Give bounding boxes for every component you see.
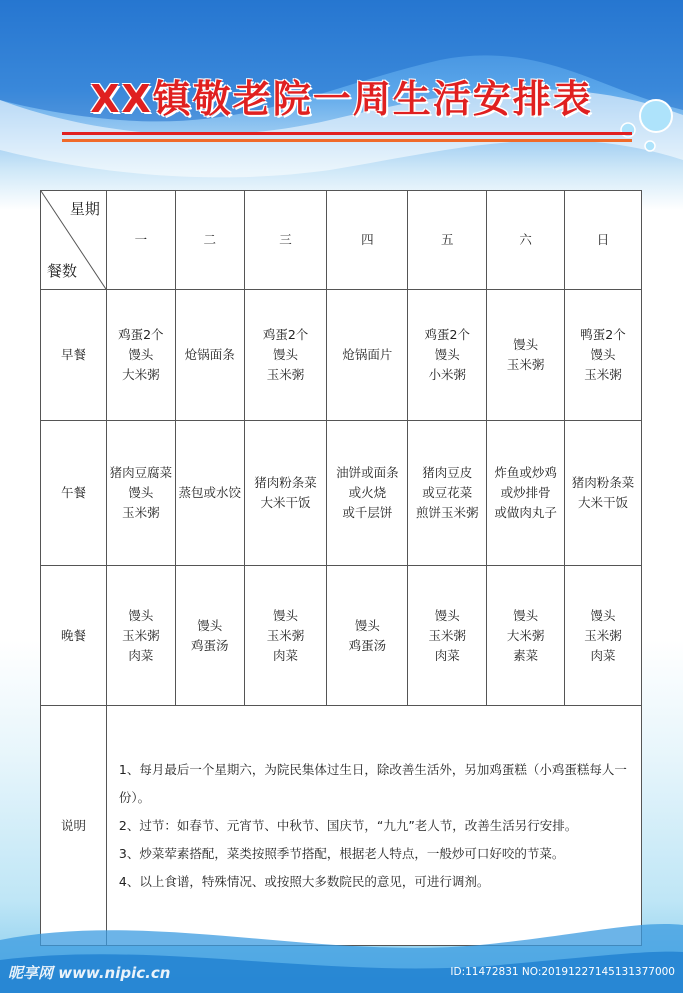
page-title: XX镇敬老院一周生活安排表 — [90, 77, 593, 121]
menu-cell — [408, 290, 487, 421]
menu-item: 馒头 — [354, 617, 380, 633]
weekly-schedule-table — [40, 190, 642, 946]
menu-cell — [327, 421, 408, 566]
menu-cell — [327, 290, 408, 421]
menu-item: 或豆花菜 — [422, 485, 473, 500]
menu-cell — [106, 566, 175, 706]
menu-item: 馒头 — [128, 607, 154, 623]
day-header: 二 — [175, 191, 244, 290]
menu-cell — [175, 566, 244, 706]
menu-cell — [244, 421, 327, 566]
menu-item: 玉米粥 — [584, 627, 622, 643]
lunch-row — [41, 421, 642, 566]
menu-cell — [106, 290, 175, 421]
note-item: 1、每月最后一个星期六，为院民集体过生日，除改善生活外，另加鸡蛋糕（小鸡蛋糕每人一份）。 — [118, 761, 627, 805]
menu-item: 鸡蛋2个 — [262, 327, 309, 342]
menu-item: 大米干饭 — [578, 495, 629, 510]
menu-item: 馒头 — [273, 607, 299, 623]
menu-item: 馒头 — [128, 347, 154, 362]
menu-cell — [244, 566, 327, 706]
menu-item: 猪肉豆皮 — [422, 465, 473, 480]
menu-item: 肉菜 — [128, 647, 154, 663]
title-underline-red — [62, 132, 632, 135]
menu-cell — [408, 566, 487, 706]
menu-cell — [487, 421, 565, 566]
header-row — [41, 191, 642, 290]
menu-item: 馒头 — [434, 607, 460, 623]
menu-item: 或做肉丸子 — [494, 505, 557, 520]
title-underline-orange — [62, 139, 632, 142]
menu-item: 玉米粥 — [266, 627, 305, 643]
meal-label: 早餐 — [41, 290, 107, 421]
menu-cell — [565, 421, 642, 566]
day-header: 一 — [106, 191, 175, 290]
menu-item: 猪肉粉条菜 — [254, 475, 317, 490]
menu-item: 馒头 — [128, 485, 154, 500]
watermark-id: ID:11472831 NO:20191227145131377000 — [450, 966, 675, 978]
menu-item: 素菜 — [513, 647, 539, 663]
menu-item: 鸡蛋汤 — [190, 637, 229, 653]
menu-item: 炝锅面条 — [184, 347, 235, 362]
menu-cell — [408, 421, 487, 566]
note-item: 2、过节：如春节、元宵节、中秋节、国庆节，“九九”老人节，改善生活另行安排。 — [118, 817, 578, 833]
menu-cell — [327, 566, 408, 706]
note-item: 3、炒菜荤素搭配，菜类按照季节搭配，根据老人特点，一般炒可口好咬的节菜。 — [118, 845, 565, 861]
meal-label: 晚餐 — [41, 566, 107, 706]
meal-label: 午餐 — [41, 421, 107, 566]
menu-item: 馒头 — [434, 347, 460, 362]
menu-item: 鸭蛋2个 — [580, 327, 626, 342]
menu-item: 馒头 — [273, 347, 299, 362]
menu-cell — [244, 290, 327, 421]
menu-cell — [106, 421, 175, 566]
menu-cell — [487, 290, 565, 421]
menu-cell — [175, 290, 244, 421]
menu-item: 猪肉粉条菜 — [571, 475, 635, 490]
menu-item: 鸡蛋2个 — [424, 327, 470, 342]
menu-item: 大米粥 — [506, 627, 545, 643]
day-header: 五 — [408, 191, 487, 290]
menu-item: 玉米粥 — [122, 505, 160, 520]
menu-item: 肉菜 — [273, 647, 299, 663]
menu-item: 炸鱼或炒鸡 — [494, 465, 557, 480]
day-header: 三 — [244, 191, 327, 290]
corner-weekday-label: 星期 — [69, 200, 100, 218]
menu-item: 大米粥 — [122, 367, 160, 382]
day-header: 四 — [327, 191, 408, 290]
day-header: 日 — [565, 191, 642, 290]
menu-item: 玉米粥 — [122, 627, 160, 643]
menu-cell — [487, 566, 565, 706]
dinner-row — [41, 566, 642, 706]
watermark-logo: 昵享网 www.nipic.cn — [8, 964, 171, 982]
menu-cell — [565, 566, 642, 706]
notes-label: 说明 — [41, 706, 107, 946]
menu-item: 鸡蛋2个 — [118, 327, 164, 342]
menu-item: 玉米粥 — [266, 367, 305, 382]
menu-cell — [175, 421, 244, 566]
menu-item: 玉米粥 — [428, 627, 467, 643]
corner-meal-label: 餐数 — [47, 262, 78, 280]
menu-item: 馒头 — [197, 617, 223, 633]
menu-item: 小米粥 — [428, 367, 467, 382]
menu-item: 馒头 — [513, 337, 539, 352]
menu-item: 大米干饭 — [260, 495, 311, 510]
menu-item: 玉米粥 — [584, 367, 622, 382]
menu-cell — [565, 290, 642, 421]
breakfast-row — [41, 290, 642, 421]
menu-item: 蒸包或水饺 — [178, 485, 241, 500]
menu-item: 肉菜 — [434, 647, 460, 663]
menu-item: 油饼或面条 — [336, 465, 399, 480]
menu-item: 或炒排骨 — [500, 485, 551, 500]
menu-item: 猪肉豆腐菜 — [109, 465, 173, 480]
note-item: 4、以上食谱，特殊情况、或按照大多数院民的意见，可进行调剂。 — [118, 873, 490, 889]
menu-item: 馒头 — [590, 607, 616, 623]
menu-item: 肉菜 — [590, 647, 616, 663]
day-header: 六 — [487, 191, 565, 290]
menu-item: 玉米粥 — [506, 357, 545, 372]
menu-item: 馒头 — [590, 347, 616, 362]
corner-cell — [41, 191, 107, 290]
menu-item: 煎饼玉米粥 — [416, 505, 479, 520]
menu-item: 或火烧 — [348, 485, 387, 500]
menu-item: 鸡蛋汤 — [348, 637, 387, 653]
menu-item: 或千层饼 — [342, 505, 393, 520]
menu-item: 炝锅面片 — [342, 347, 393, 362]
menu-item: 馒头 — [513, 607, 539, 623]
